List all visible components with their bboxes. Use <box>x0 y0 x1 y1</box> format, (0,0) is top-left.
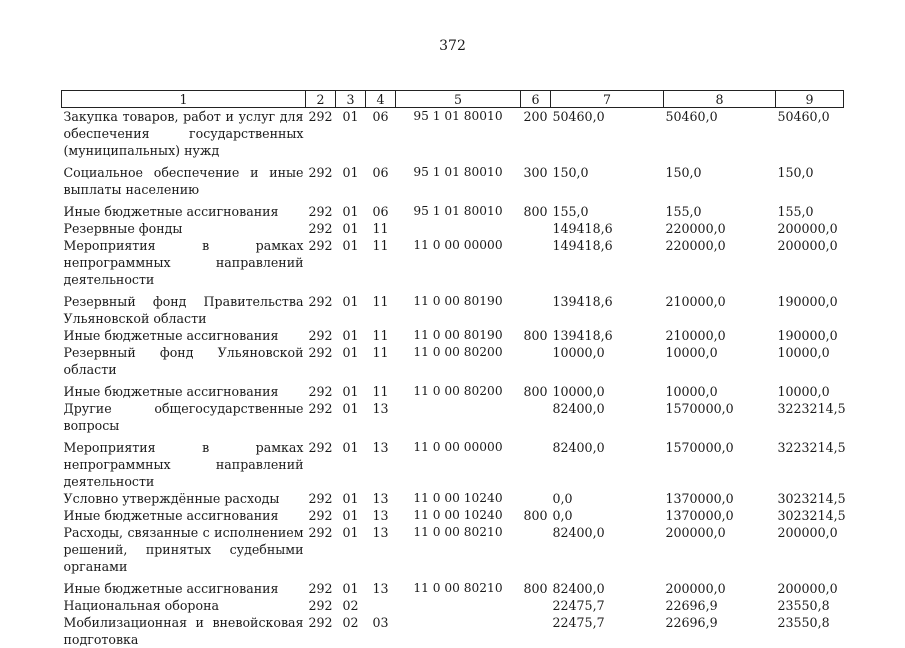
cell-glava: 292 <box>308 384 333 399</box>
row-name: Закупка товаров, работ и услуг для обеспечения государственных (муниципальных) нужд <box>63 109 304 158</box>
table-row <box>62 524 844 575</box>
table-row <box>62 378 844 400</box>
header-col-5: 5 <box>396 91 521 108</box>
row-name: Резервные фонды <box>63 221 183 236</box>
cell-expense-type <box>521 237 551 288</box>
cell-target-code: 11 0 00 00000 <box>413 440 503 454</box>
cell-amount-9: 150,0 <box>777 165 814 180</box>
cell-target-code: 11 0 00 80190 <box>413 328 503 342</box>
cell-expense-type: 800 <box>523 581 548 596</box>
cell-glava: 292 <box>308 294 333 309</box>
cell-razdel: 01 <box>342 345 359 360</box>
cell-razdel: 01 <box>342 525 359 540</box>
cell-podrazdel: 06 <box>372 204 389 219</box>
cell-amount-7: 82400,0 <box>552 401 605 416</box>
cell-target-code: 95 1 01 80010 <box>413 165 503 179</box>
header-col-1: 1 <box>62 91 306 108</box>
row-name: Условно утверждённые расходы <box>63 491 280 506</box>
cell-amount-9: 200000,0 <box>777 221 838 236</box>
row-name: Социальное обеспечение и иные выплаты населению <box>63 165 304 197</box>
cell-amount-7: 10000,0 <box>552 345 605 360</box>
cell-expense-type <box>521 614 551 648</box>
table-row <box>62 614 844 648</box>
cell-amount-8: 50460,0 <box>665 109 718 124</box>
cell-amount-8: 220000,0 <box>665 238 726 253</box>
cell-amount-8: 200000,0 <box>665 525 726 540</box>
header-col-9: 9 <box>776 91 844 108</box>
cell-expense-type: 800 <box>523 204 548 219</box>
cell-target-code: 95 1 01 80010 <box>413 204 503 218</box>
header-col-7: 7 <box>551 91 664 108</box>
cell-podrazdel: 13 <box>372 508 389 523</box>
row-name: Иные бюджетные ассигнования <box>63 581 279 596</box>
cell-amount-9: 10000,0 <box>777 384 830 399</box>
cell-amount-7: 139418,6 <box>552 294 613 309</box>
cell-amount-7: 22475,7 <box>552 598 605 613</box>
row-name: Иные бюджетные ассигнования <box>63 508 279 523</box>
cell-amount-8: 22696,9 <box>665 598 718 613</box>
cell-expense-type: 300 <box>523 165 548 180</box>
cell-glava: 292 <box>308 401 333 416</box>
row-name: Другие общегосударственные вопросы <box>63 401 304 433</box>
cell-target-code: 95 1 01 80010 <box>413 109 503 123</box>
header-col-3: 3 <box>336 91 366 108</box>
cell-target-code <box>396 614 521 648</box>
cell-amount-8: 10000,0 <box>665 384 718 399</box>
cell-razdel: 01 <box>342 221 359 236</box>
cell-expense-type: 800 <box>523 508 548 523</box>
cell-target-code: 11 0 00 10240 <box>413 491 503 505</box>
cell-podrazdel: 06 <box>372 109 389 124</box>
cell-glava: 292 <box>308 581 333 596</box>
budget-table <box>61 90 844 648</box>
cell-target-code: 11 0 00 80210 <box>413 581 503 595</box>
cell-amount-8: 1570000,0 <box>665 440 734 455</box>
cell-podrazdel: 13 <box>372 581 389 596</box>
header-col-4: 4 <box>366 91 396 108</box>
cell-amount-8: 10000,0 <box>665 345 718 360</box>
cell-expense-type <box>521 434 551 490</box>
cell-amount-9: 155,0 <box>777 204 814 219</box>
cell-amount-7: 149418,6 <box>552 238 613 253</box>
cell-expense-type <box>521 220 551 237</box>
table-row <box>62 327 844 344</box>
cell-razdel: 01 <box>342 401 359 416</box>
cell-glava: 292 <box>308 165 333 180</box>
cell-podrazdel: 06 <box>372 165 389 180</box>
cell-expense-type <box>521 344 551 378</box>
table-row <box>62 220 844 237</box>
cell-amount-7: 150,0 <box>552 165 589 180</box>
cell-amount-9: 10000,0 <box>777 345 830 360</box>
cell-target-code: 11 0 00 00000 <box>413 238 503 252</box>
table-row <box>62 575 844 597</box>
row-name: Иные бюджетные ассигнования <box>63 204 279 219</box>
cell-amount-8: 1570000,0 <box>665 401 734 416</box>
cell-target-code <box>396 400 521 434</box>
cell-target-code: 11 0 00 80200 <box>413 384 503 398</box>
cell-amount-8: 1370000,0 <box>665 491 734 506</box>
cell-target-code <box>396 597 521 614</box>
row-name: Иные бюджетные ассигнования <box>63 328 279 343</box>
cell-razdel: 01 <box>342 581 359 596</box>
cell-podrazdel: 11 <box>372 294 389 309</box>
cell-amount-9: 3023214,5 <box>777 491 846 506</box>
table-row <box>62 237 844 288</box>
cell-expense-type: 800 <box>523 384 548 399</box>
cell-razdel: 02 <box>342 615 359 630</box>
cell-podrazdel: 13 <box>372 401 389 416</box>
cell-podrazdel: 11 <box>372 238 389 253</box>
table-row <box>62 288 844 327</box>
cell-podrazdel: 03 <box>372 615 389 630</box>
cell-glava: 292 <box>308 221 333 236</box>
cell-amount-7: 50460,0 <box>552 109 605 124</box>
cell-amount-7: 82400,0 <box>552 440 605 455</box>
cell-razdel: 01 <box>342 294 359 309</box>
cell-amount-7: 0,0 <box>552 508 573 523</box>
table-row <box>62 108 844 160</box>
cell-razdel: 01 <box>342 440 359 455</box>
cell-glava: 292 <box>308 525 333 540</box>
row-name: Мобилизационная и вневойсковая подготовка <box>63 615 304 647</box>
cell-expense-type <box>521 597 551 614</box>
cell-amount-9: 50460,0 <box>777 109 830 124</box>
cell-razdel: 01 <box>342 508 359 523</box>
cell-expense-type: 800 <box>523 328 548 343</box>
cell-amount-7: 155,0 <box>552 204 589 219</box>
cell-amount-8: 1370000,0 <box>665 508 734 523</box>
cell-glava: 292 <box>308 328 333 343</box>
cell-expense-type: 200 <box>523 109 548 124</box>
header-col-8: 8 <box>664 91 776 108</box>
cell-amount-9: 190000,0 <box>777 328 838 343</box>
cell-podrazdel: 13 <box>372 525 389 540</box>
row-name: Иные бюджетные ассигнования <box>63 384 279 399</box>
cell-target-code: 11 0 00 10240 <box>413 508 503 522</box>
cell-amount-9: 200000,0 <box>777 238 838 253</box>
cell-amount-9: 23550,8 <box>777 598 830 613</box>
cell-amount-8: 150,0 <box>665 165 702 180</box>
cell-target-code: 11 0 00 80200 <box>413 345 503 359</box>
row-name: Расходы, связанные с исполнением решений, принятых судебными органами <box>63 525 304 574</box>
cell-podrazdel: 13 <box>372 440 389 455</box>
header-col-6: 6 <box>521 91 551 108</box>
header-col-2: 2 <box>306 91 336 108</box>
cell-glava: 292 <box>308 491 333 506</box>
cell-amount-7: 82400,0 <box>552 581 605 596</box>
cell-amount-8: 220000,0 <box>665 221 726 236</box>
cell-amount-8: 210000,0 <box>665 294 726 309</box>
cell-amount-7: 139418,6 <box>552 328 613 343</box>
cell-razdel: 01 <box>342 384 359 399</box>
cell-amount-9: 3023214,5 <box>777 508 846 523</box>
table-row <box>62 597 844 614</box>
cell-glava: 292 <box>308 109 333 124</box>
table-row <box>62 490 844 507</box>
cell-amount-9: 190000,0 <box>777 294 838 309</box>
cell-glava: 292 <box>308 598 333 613</box>
table-row <box>62 159 844 198</box>
row-name: Резервный фонд Ульяновской области <box>63 345 304 377</box>
cell-amount-9: 3223214,5 <box>777 401 846 416</box>
cell-amount-8: 22696,9 <box>665 615 718 630</box>
cell-target-code <box>396 220 521 237</box>
row-name: Национальная оборона <box>63 598 219 613</box>
row-name: Резервный фонд Правительства Ульяновской области <box>63 294 304 326</box>
cell-razdel: 01 <box>342 204 359 219</box>
cell-amount-8: 155,0 <box>665 204 702 219</box>
cell-amount-9: 3223214,5 <box>777 440 846 455</box>
cell-podrazdel <box>366 597 396 614</box>
cell-target-code: 11 0 00 80210 <box>413 525 503 539</box>
cell-expense-type <box>521 524 551 575</box>
cell-target-code: 11 0 00 80190 <box>413 294 503 308</box>
cell-podrazdel: 11 <box>372 328 389 343</box>
table-row <box>62 507 844 524</box>
page-number: 372 <box>439 38 466 54</box>
cell-amount-8: 200000,0 <box>665 581 726 596</box>
cell-amount-7: 0,0 <box>552 491 573 506</box>
cell-glava: 292 <box>308 345 333 360</box>
cell-expense-type <box>521 288 551 327</box>
cell-razdel: 01 <box>342 238 359 253</box>
table-row <box>62 198 844 220</box>
cell-podrazdel: 13 <box>372 491 389 506</box>
cell-razdel: 01 <box>342 165 359 180</box>
table-row <box>62 400 844 434</box>
cell-podrazdel: 11 <box>372 221 389 236</box>
cell-amount-9: 200000,0 <box>777 581 838 596</box>
cell-podrazdel: 11 <box>372 384 389 399</box>
cell-razdel: 01 <box>342 328 359 343</box>
cell-amount-7: 10000,0 <box>552 384 605 399</box>
cell-amount-9: 23550,8 <box>777 615 830 630</box>
cell-amount-8: 210000,0 <box>665 328 726 343</box>
cell-amount-7: 149418,6 <box>552 221 613 236</box>
cell-razdel: 01 <box>342 109 359 124</box>
cell-glava: 292 <box>308 204 333 219</box>
cell-expense-type <box>521 490 551 507</box>
cell-razdel: 02 <box>342 598 359 613</box>
row-name: Мероприятия в рамках непрограммных направлений деятельности <box>63 440 304 489</box>
cell-podrazdel: 11 <box>372 345 389 360</box>
cell-amount-7: 82400,0 <box>552 525 605 540</box>
row-name: Мероприятия в рамках непрограммных направлений деятельности <box>63 238 304 287</box>
cell-glava: 292 <box>308 238 333 253</box>
cell-glava: 292 <box>308 615 333 630</box>
cell-razdel: 01 <box>342 491 359 506</box>
cell-expense-type <box>521 400 551 434</box>
table-row <box>62 344 844 378</box>
cell-glava: 292 <box>308 440 333 455</box>
cell-amount-7: 22475,7 <box>552 615 605 630</box>
table-row <box>62 434 844 490</box>
cell-glava: 292 <box>308 508 333 523</box>
header-row <box>62 91 844 108</box>
cell-amount-9: 200000,0 <box>777 525 838 540</box>
